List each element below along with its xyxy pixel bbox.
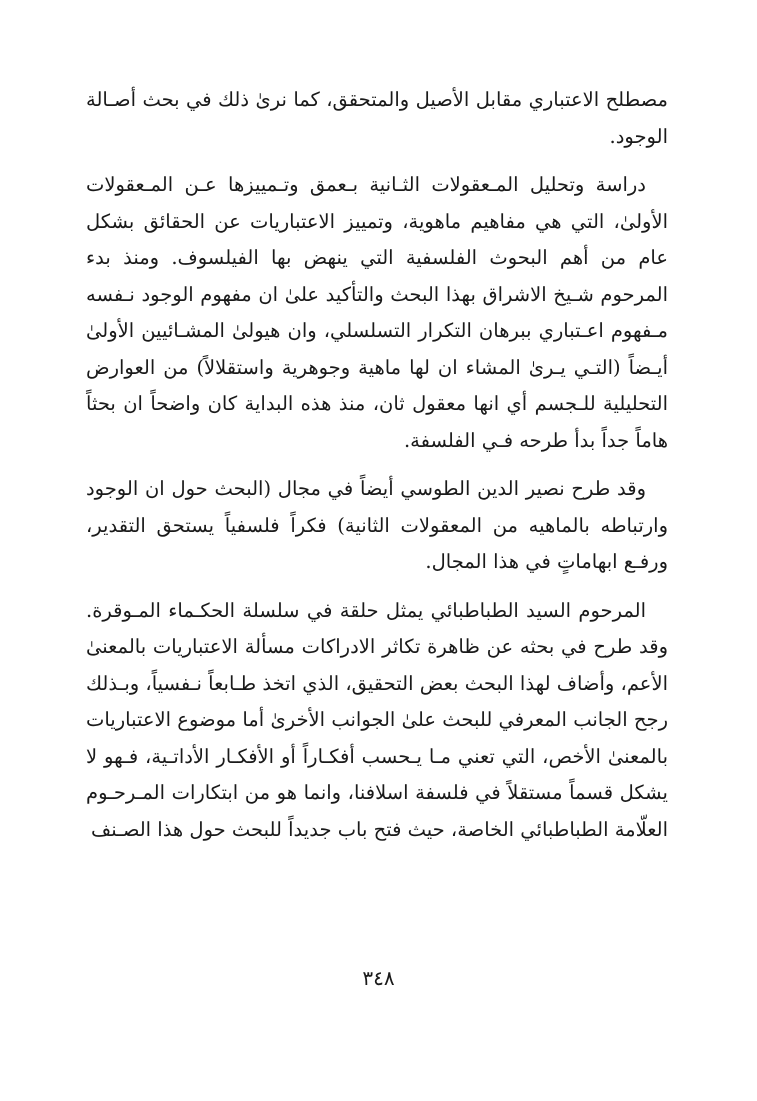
paragraph-3: وقد طرح نصير الدين الطوسي أيضاً في مجال (البحث حول ان الوجود وارتباطه بالماهيه من المعقولات الثانية) فكراً فلسفياً يستحق التقدير، ورفـع ابهاماتٍ في هذا المجال. [86, 477, 668, 573]
paragraph-1: مصطلح الاعتباري مقابل الأصيل والمتحقق، كما نرىٰ ذلك في بحث أصـالة الوجود. [86, 88, 668, 148]
page-number: ٣٤٨ [362, 966, 395, 990]
paragraph-4: المرحوم السيد الطباطبائي يمثل حلقة في سلسلة الحكـماء المـوقرة. وقد طرح في بحثه عن ظاهرة تكاثر الادراكات مسألة الاعتباريات بالمعنىٰ الأعم، وأضاف لهذا البحث بعض التحقيق، الذي اتخذ طـابعاً نـفسياً، وبـذلك رجح الجانب المعرفي للبحث علىٰ الجوانب الأخرىٰ أما موضوع الاعتباريات بالمعنىٰ الأخص، التي تعني مـا يـحسب أفكـاراً أو الأفكـار الأداتـية، فـهو لا يشكل قسماً مستقلاً في فلسفة اسلافنا، وانما هو من ابتكارات المـرحـوم العلّامة الطباطبائي الخاصة، حيث فتح باب جديداً للبحث حول هذا الصـنف [86, 598, 668, 841]
paragraph-2: دراسة وتحليل المـعقولات الثـانية بـعمق وتـمييزها عـن المـعقولات الأولىٰ، التي هي مفاهيم ماهوية، وتمييز الاعتباريات عن الحقائق بشكل عام من أهم البحوث الفلسفية التي ينهض بها الفيلسوف. ومنذ بدء المرحوم شـيخ الاشراق بهذا البحث والتأكيد علىٰ ان مفهوم الوجود نـفسه مـفهوم اعـتباري ببرهان التكرار التسلسلي، وان هيولىٰ المشـائيين الأولىٰ أيـضاً (التـي يـرىٰ المشاء ان لها ماهية وجوهرية واستقلالاً) من العوارض التحليلية للـجسم أي انها معقول ثان، منذ هذه البداية كان واضحاً ان بحثاً هاماً جداً بدأ طرحه فـي الفلسفة. [86, 173, 668, 452]
body-text [86, 82, 668, 860]
